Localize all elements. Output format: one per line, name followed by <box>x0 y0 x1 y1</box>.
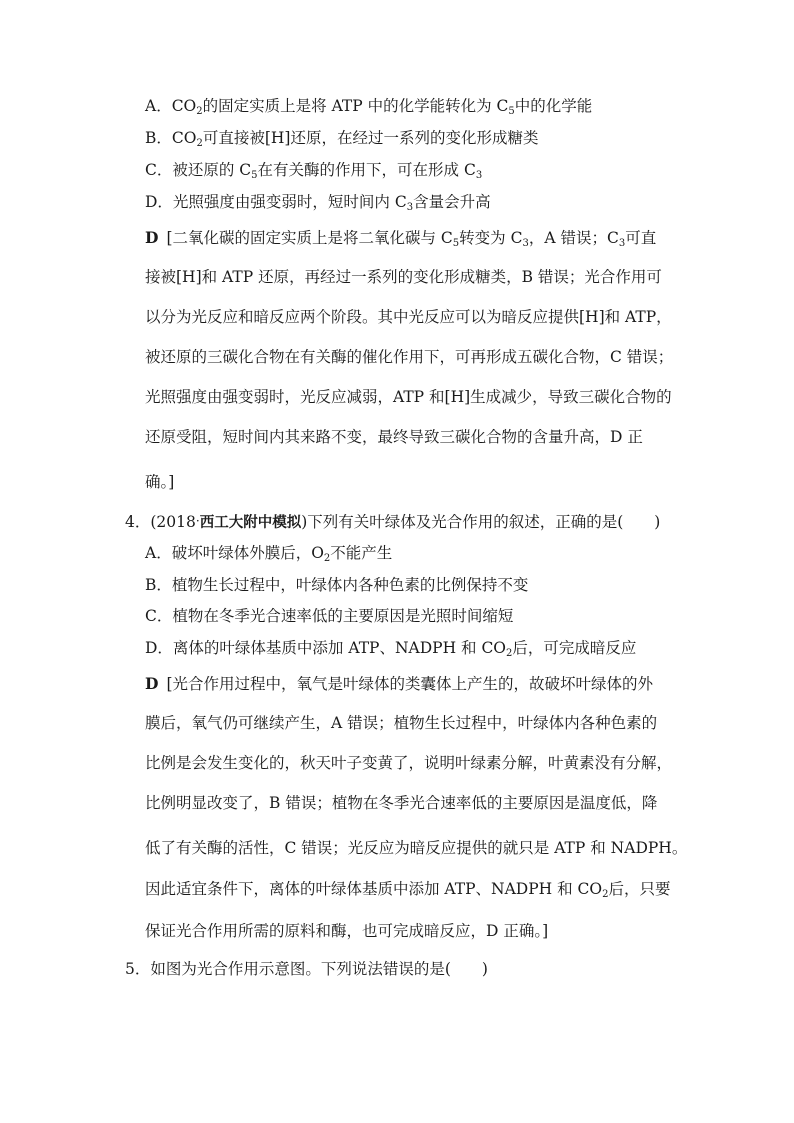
q3-answer-line-4: 被还原的三碳化合物在有关酶的催化作用下，可再形成五碳化合物，C 错误； <box>145 348 674 366</box>
q4-answer-line-2: 膜后，氧气仍可继续产生，A 错误；植物生长过程中，叶绿体内各种色素的 <box>145 714 658 732</box>
q4-option-c: C．植物在冬季光合速率低的主要原因是光照时间缩短 <box>145 607 514 625</box>
q3-option-d: D．光照强度由强变弱时，短时间内 $C_3$含量会升高 <box>145 193 491 213</box>
q3-answer-line-3: 以分为光反应和暗反应两个阶段。其中光反应可以为暗反应提供[H]和 ATP， <box>145 308 672 326</box>
q4-answer-line-7: 保证光合作用所需的原料和酶，也可完成暗反应，D 正确。] <box>145 922 549 940</box>
q5-number: 5． <box>125 960 151 978</box>
q5-stem: 5．如图为光合作用示意图。下列说法错误的是( ) <box>125 960 488 978</box>
q3-answer-letter: D <box>145 228 159 247</box>
q3-answer-line-1: D [二氧化碳的固定实质上是将二氧化碳与 $C_5$转变为 $C_3$，A 错误；$C_3$可直 <box>145 228 657 249</box>
q3-answer-line-5: 光照强度由强变弱时，光反应减弱，ATP 和[H]生成减少，导致三碳化合物的 <box>145 388 672 406</box>
q3-option-c: C．被还原的 $C_5$在有关酶的作用下，可在形成 $C_3$ <box>145 161 483 181</box>
q3-answer-line-7: 确。] <box>145 473 175 491</box>
q4-answer-line-1: D [光合作用过程中，氧气是叶绿体的类囊体上产生的，故破坏叶绿体的外 <box>145 674 654 693</box>
q4-stem: 4．(2018·西工大附中模拟)下列有关叶绿体及光合作用的叙述，正确的是( ) <box>125 513 661 531</box>
q4-answer-letter: D <box>145 674 159 693</box>
q4-answer-line-5: 低了有关酶的活性，C 错误；光反应为暗反应提供的就只是 ATP 和 NADPH。 <box>145 839 688 857</box>
q4-option-b: B．植物生长过程中，叶绿体内各种色素的比例保持不变 <box>145 576 529 594</box>
q4-answer-line-4: 比例明显改变了，B 错误；植物在冬季光合速率低的主要原因是温度低，降 <box>145 794 658 812</box>
q4-option-d: D．离体的叶绿体基质中添加 ATP、NADPH 和 $CO_2$后，可完成暗反应 <box>145 639 637 659</box>
q4-option-a: A．破坏叶绿体外膜后，$O_2$不能产生 <box>145 544 393 564</box>
q4-source: 西工大附中模拟 <box>199 515 302 531</box>
q3-answer-line-6: 还原受阻，短时间内其来路不变，最终导致三碳化合物的含量升高，D 正 <box>145 428 643 446</box>
q3-option-a: A．$CO_2$的固定实质上是将 ATP 中的化学能转化为 $C_5$中的化学能 <box>145 97 593 117</box>
q4-answer-line-3: 比例是会发生变化的，秋天叶子变黄了，说明叶绿素分解，叶黄素没有分解， <box>145 754 673 772</box>
q4-number: 4． <box>125 513 151 531</box>
q3-answer-line-2: 接被[H]和 ATP 还原，再经过一系列的变化形成糖类，B 错误；光合作用可 <box>145 268 662 286</box>
q3-option-b: B．$CO_2$可直接被[H]还原，在经过一系列的变化形成糖类 <box>145 129 539 149</box>
q4-answer-line-6: 因此适宜条件下，离体的叶绿体基质中添加 ATP、NADPH 和 $CO_2$后，只要 <box>145 880 671 900</box>
